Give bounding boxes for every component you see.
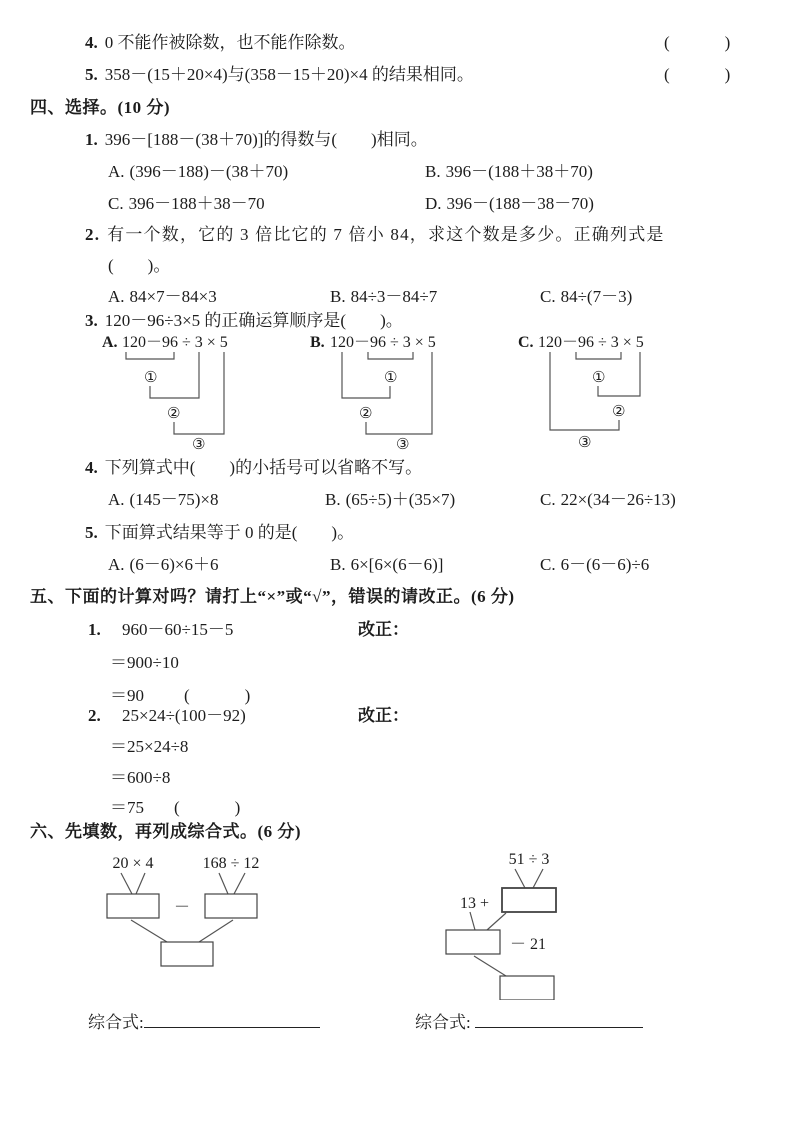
- q4-option-c: C. 22×(34－26÷13): [540, 490, 676, 509]
- question-number: 4.: [85, 458, 98, 477]
- step2-marker: ②: [612, 402, 626, 420]
- stem-text: 有一个数，它的 3 倍比它的 7 倍小 84，求这个数是多少。正确列式是: [107, 225, 665, 244]
- q2-option-b: B. 84÷3－84÷7: [330, 287, 438, 306]
- problem-number: 2.: [88, 706, 101, 725]
- composite-left: [88, 1008, 320, 1033]
- judge-item-5: [85, 60, 474, 85]
- judge-item-4: [85, 28, 356, 53]
- p2-judge-blank: ( ): [174, 798, 242, 817]
- bracket-step1: [126, 352, 174, 359]
- section-four-title: 四、选择。(10 分): [30, 98, 171, 117]
- p2-step-1: ＝25×24÷8: [110, 737, 189, 756]
- bracket-step3: [366, 352, 432, 434]
- diagram-expression: 120－96 ÷ 3 × 5: [330, 334, 436, 351]
- q3-diagram-b: [308, 331, 503, 451]
- write-line: [475, 1012, 643, 1028]
- step1-marker: ①: [592, 368, 606, 386]
- stem-text: 120－96÷3×5 的正确运算顺序是( )。: [104, 311, 403, 330]
- connector: [136, 873, 145, 894]
- composite-label: 综合式:: [88, 1013, 144, 1032]
- s6-left-diagram: [95, 852, 335, 984]
- judge-text: 358－(15＋20×4)与(358－15＋20)×4 的结果相同。: [104, 65, 474, 84]
- answer-box-2: [446, 930, 500, 954]
- connector: [121, 873, 132, 894]
- q1-option-c: C. 396－188＋38－70: [108, 194, 265, 213]
- p2-expression-row: [88, 701, 246, 726]
- q3-diagram-a: [100, 331, 295, 451]
- q2-option-a: A. 84×7－84×3: [108, 287, 217, 306]
- q3-diagram-c: [516, 331, 711, 451]
- q1-option-b: B. 396－(188＋38＋70): [425, 162, 593, 181]
- answer-box-2: [205, 894, 257, 918]
- composite-label: 综合式:: [415, 1013, 471, 1032]
- connector: [219, 873, 228, 894]
- left-expression-2: 168 ÷ 12: [202, 855, 260, 872]
- q1-stem: [85, 125, 428, 150]
- step3-marker: ③: [578, 433, 592, 451]
- diagram-label: B.: [310, 334, 325, 351]
- step1-marker: ①: [384, 368, 398, 386]
- q4-stem: [85, 453, 422, 478]
- q2-stem-blank: ( )。: [108, 256, 171, 275]
- connector: [533, 869, 543, 888]
- connector: [131, 920, 167, 942]
- q1-option-d: D. 396－(188－38－70): [425, 194, 594, 213]
- composite-right: [415, 1008, 643, 1033]
- step3-marker: ③: [192, 435, 206, 451]
- problem-expression: 25×24÷(100－92): [122, 706, 246, 725]
- question-number: 3.: [85, 311, 98, 330]
- p1-step-2: ＝90 ( ): [110, 686, 252, 705]
- diagram-expression: 120－96 ÷ 3 × 5: [122, 334, 228, 351]
- q2-stem: [85, 220, 665, 245]
- step1-marker: ①: [144, 368, 158, 386]
- answer-box-3: [500, 976, 554, 1000]
- step2-marker: ②: [167, 404, 181, 422]
- item-number: 4.: [85, 33, 98, 52]
- connector: [515, 869, 525, 888]
- connector: [199, 920, 233, 942]
- connector: [487, 913, 506, 930]
- p2-fix-label: 改正：: [358, 706, 409, 725]
- judge-blank-4: ( ): [664, 33, 732, 52]
- q4-option-a: A. (145－75)×8: [108, 490, 219, 509]
- stem-text: 下面算式结果等于 0 的是( )。: [104, 523, 355, 542]
- q1-option-a: A. (396－188)－(38＋70): [108, 162, 289, 181]
- left-operator: －: [173, 899, 191, 916]
- judge-blank-5: ( ): [664, 65, 732, 84]
- right-expression-1: 51 ÷ 3: [508, 851, 550, 868]
- p1-expression-row: [88, 615, 233, 640]
- stem-text: 下列算式中( )的小括号可以省略不写。: [104, 458, 423, 477]
- connector: [474, 956, 506, 976]
- diagram-label: C.: [518, 334, 534, 351]
- right-operator: － 21: [510, 936, 547, 953]
- bracket-step3: [550, 352, 619, 430]
- p1-judge-blank: ( ): [184, 686, 252, 705]
- q2-option-c: C. 84÷(7－3): [540, 287, 633, 306]
- connector: [234, 873, 245, 894]
- q5-stem: [85, 518, 354, 543]
- item-number: 5.: [85, 65, 98, 84]
- section-five-title: 五、下面的计算对吗？请打上“×”或“√”，错误的请改正。(6 分): [30, 587, 515, 606]
- problem-expression: 960－60÷15－5: [122, 620, 234, 639]
- q5-option-c: C. 6－(6－6)÷6: [540, 555, 650, 574]
- problem-number: 1.: [88, 620, 101, 639]
- p2-step-3: ＝75 ( ): [110, 798, 242, 817]
- q5-option-b: B. 6×[6×(6－6)]: [330, 555, 444, 574]
- left-expression-1: 20 × 4: [112, 855, 154, 872]
- bracket-step1: [368, 352, 413, 359]
- bracket-step1: [576, 352, 621, 359]
- q4-option-b: B. (65÷5)＋(35×7): [325, 490, 456, 509]
- answer-box-3: [161, 942, 213, 966]
- p1-step-1: ＝900÷10: [110, 653, 179, 672]
- step3-marker: ③: [396, 435, 410, 451]
- right-prefix: 13 +: [460, 895, 490, 912]
- diagram-expression: 120－96 ÷ 3 × 5: [538, 334, 644, 351]
- step2-marker: ②: [359, 404, 373, 422]
- p1-fix-label: 改正：: [358, 620, 409, 639]
- diagram-label: A.: [102, 334, 118, 351]
- question-number: 5.: [85, 523, 98, 542]
- answer-box-1: [107, 894, 159, 918]
- section-six-title: 六、先填数，再列成综合式。(6 分): [30, 822, 302, 841]
- answer-box-1: [502, 888, 556, 912]
- write-line: [144, 1012, 320, 1028]
- question-number: 2.: [85, 225, 101, 244]
- p2-step-2: ＝600÷8: [110, 768, 171, 787]
- connector: [470, 912, 475, 930]
- question-number: 1.: [85, 130, 98, 149]
- q3-stem: [85, 306, 403, 331]
- stem-text: 396－[188－(38＋70)]的得数与( )相同。: [104, 130, 428, 149]
- q5-option-a: A. (6－6)×6＋6: [108, 555, 219, 574]
- judge-text: 0 不能作被除数，也不能作除数。: [104, 33, 356, 52]
- s6-right-diagram: [430, 848, 610, 1000]
